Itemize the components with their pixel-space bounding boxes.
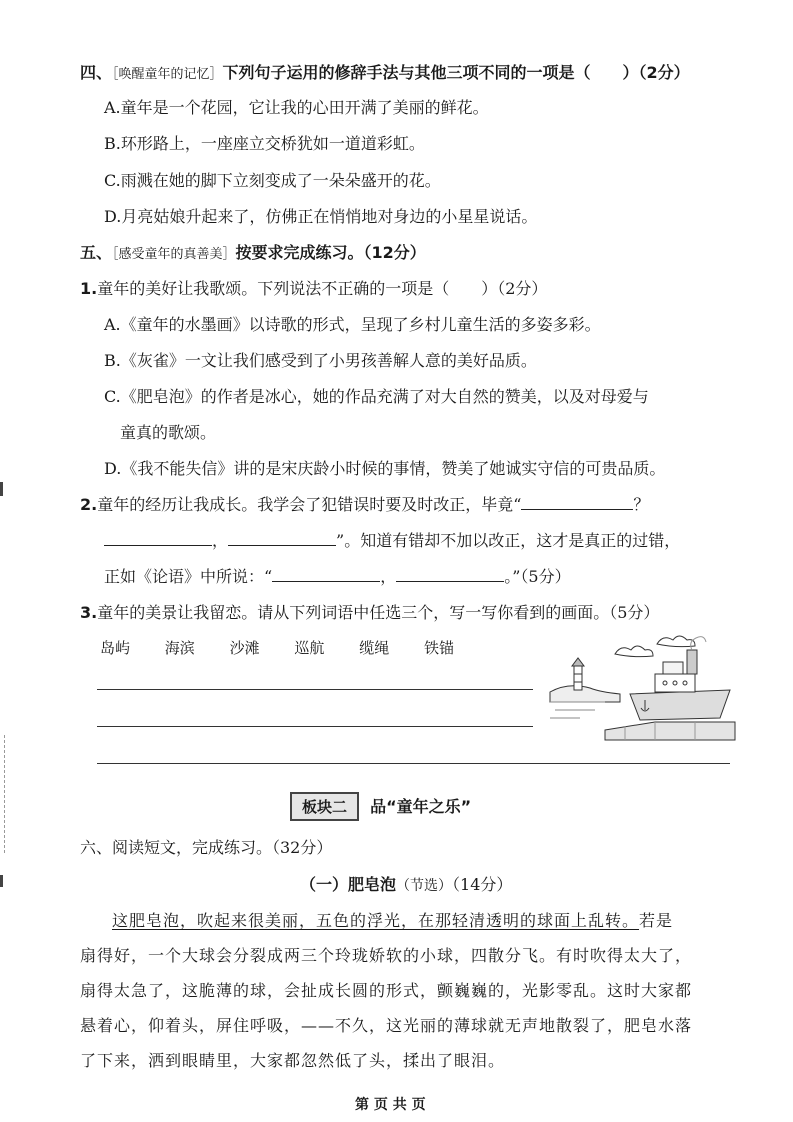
passage-line-3: 扇得太急了，这脆薄的球，会扯成长圆的形式，颤巍巍的，光影零乱。这时大家都: [80, 981, 693, 1000]
word-item: 缆绳: [359, 639, 390, 657]
option-d: D.月亮姑娘升起来了，仿佛正在悄悄地对身边的小星星说话。: [104, 207, 538, 226]
answer-blank[interactable]: [396, 580, 504, 582]
word-item: 海滨: [164, 639, 195, 657]
passage-line-1: [112, 908, 673, 931]
page-footer: 第 页 共 页: [355, 1097, 426, 1113]
question-text: 童年的美好让我歌颂。下列说法不正确的一项是（ ）（2分）: [97, 279, 548, 298]
block-title: 品“童年之乐”: [370, 797, 472, 816]
section-number: 五、: [80, 243, 113, 262]
passage-line-2: 扇得好，一个大球会分裂成两三个玲珑娇软的小球，四散分飞。有时吹得太大了，: [80, 946, 693, 965]
question-text: 童年的经历让我成长。我学会了犯错误时要及时改正，毕竟“: [97, 495, 522, 514]
q1-option-d: D.《我不能失信》讲的是宋庆龄小时候的事情，赞美了她诚实守信的可贵品质。: [104, 459, 666, 478]
word-item: 沙滩: [229, 639, 260, 657]
option-a: A.童年是一个花园，它让我的心田开满了美丽的鲜花。: [104, 98, 489, 117]
binding-line: [0, 735, 5, 853]
question-text: 童年的美景让我留恋。请从下列词语中任选三个，写一写你看到的画面。（5分）: [97, 603, 660, 622]
question-3: [80, 600, 659, 623]
word-item: 铁锚: [423, 639, 454, 657]
answer-blank[interactable]: [228, 544, 336, 546]
passage-text: 若是: [639, 911, 674, 930]
section-tag: ［感受童年的真善美］: [112, 247, 236, 262]
question-2-line-3: [104, 564, 571, 587]
passage-title-score: （14分）: [452, 875, 513, 894]
passage-title-main: （一）肥皂泡: [300, 875, 397, 894]
section-question: 按要求完成练习。（12分）: [235, 243, 426, 262]
section-tag: ［唤醒童年的记忆］: [112, 67, 223, 82]
section-5-heading: [80, 240, 426, 263]
writing-line[interactable]: [97, 726, 533, 727]
section-4-heading: [80, 60, 690, 83]
section-question: 下列句子运用的修辞手法与其他三项不同的一项是（ ）（2分）: [222, 63, 690, 82]
passage-line-4: 悬着心，仰着头，屏住呼吸，——不久，这光丽的薄球就无声地散裂了，肥皂水落: [80, 1016, 693, 1035]
question-number: 3.: [80, 603, 98, 622]
binding-mark: [0, 875, 3, 887]
question-text: 正如《论语》中所说：“: [104, 567, 273, 586]
question-number: 1.: [80, 279, 98, 298]
q1-option-a: A.《童年的水墨画》以诗歌的形式，呈现了乡村儿童生活的多姿多彩。: [104, 315, 601, 334]
word-item: 岛屿: [100, 639, 131, 657]
section-number: 四、: [80, 63, 113, 82]
block-label: 板块二: [290, 792, 359, 821]
writing-line[interactable]: [97, 763, 730, 764]
q1-option-c: C.《肥皂泡》的作者是冰心，她的作品充满了对大自然的赞美，以及对母爱与: [104, 387, 649, 406]
option-b: B.环形路上，一座座立交桥犹如一道道彩虹。: [104, 134, 425, 153]
option-c: C.雨溅在她的脚下立刻变成了一朵朵盛开的花。: [104, 171, 441, 190]
binding-mark: [0, 482, 3, 496]
answer-blank[interactable]: [104, 544, 212, 546]
question-text: ？: [633, 495, 650, 514]
question-number: 2.: [80, 495, 98, 514]
passage-line-5: 了下来，洒到眼睛里，大家都忽然低了头，揉出了眼泪。: [80, 1051, 506, 1070]
block-title-row: [290, 792, 471, 821]
q1-option-c-cont: 童真的歌颂。: [120, 423, 217, 442]
answer-blank[interactable]: [272, 580, 380, 582]
harbor-illustration: [545, 630, 740, 742]
answer-blank[interactable]: [521, 508, 633, 510]
underlined-sentence: 这肥皂泡，吹起来很美丽，五色的浮光，在那轻清透明的球面上乱转。: [112, 911, 640, 930]
question-2-line-1: [80, 492, 649, 515]
question-text: ”。知道有错却不加以改正，这才是真正的过错，: [336, 531, 681, 550]
passage-title: [300, 872, 512, 895]
q1-option-b: B.《灰雀》一文让我们感受到了小男孩善解人意的美好品质。: [104, 351, 537, 370]
question-text: ，: [380, 567, 397, 586]
question-2-line-2: [104, 528, 680, 551]
word-item: 巡航: [294, 639, 325, 657]
question-text: ，: [212, 531, 229, 550]
writing-line[interactable]: [97, 689, 533, 690]
question-text: 。”（5分）: [504, 567, 571, 586]
question-1: [80, 276, 547, 299]
section-6-heading: 六、阅读短文，完成练习。（32分）: [80, 838, 333, 857]
passage-title-note: （节选）: [396, 878, 453, 894]
word-list: [100, 637, 484, 658]
